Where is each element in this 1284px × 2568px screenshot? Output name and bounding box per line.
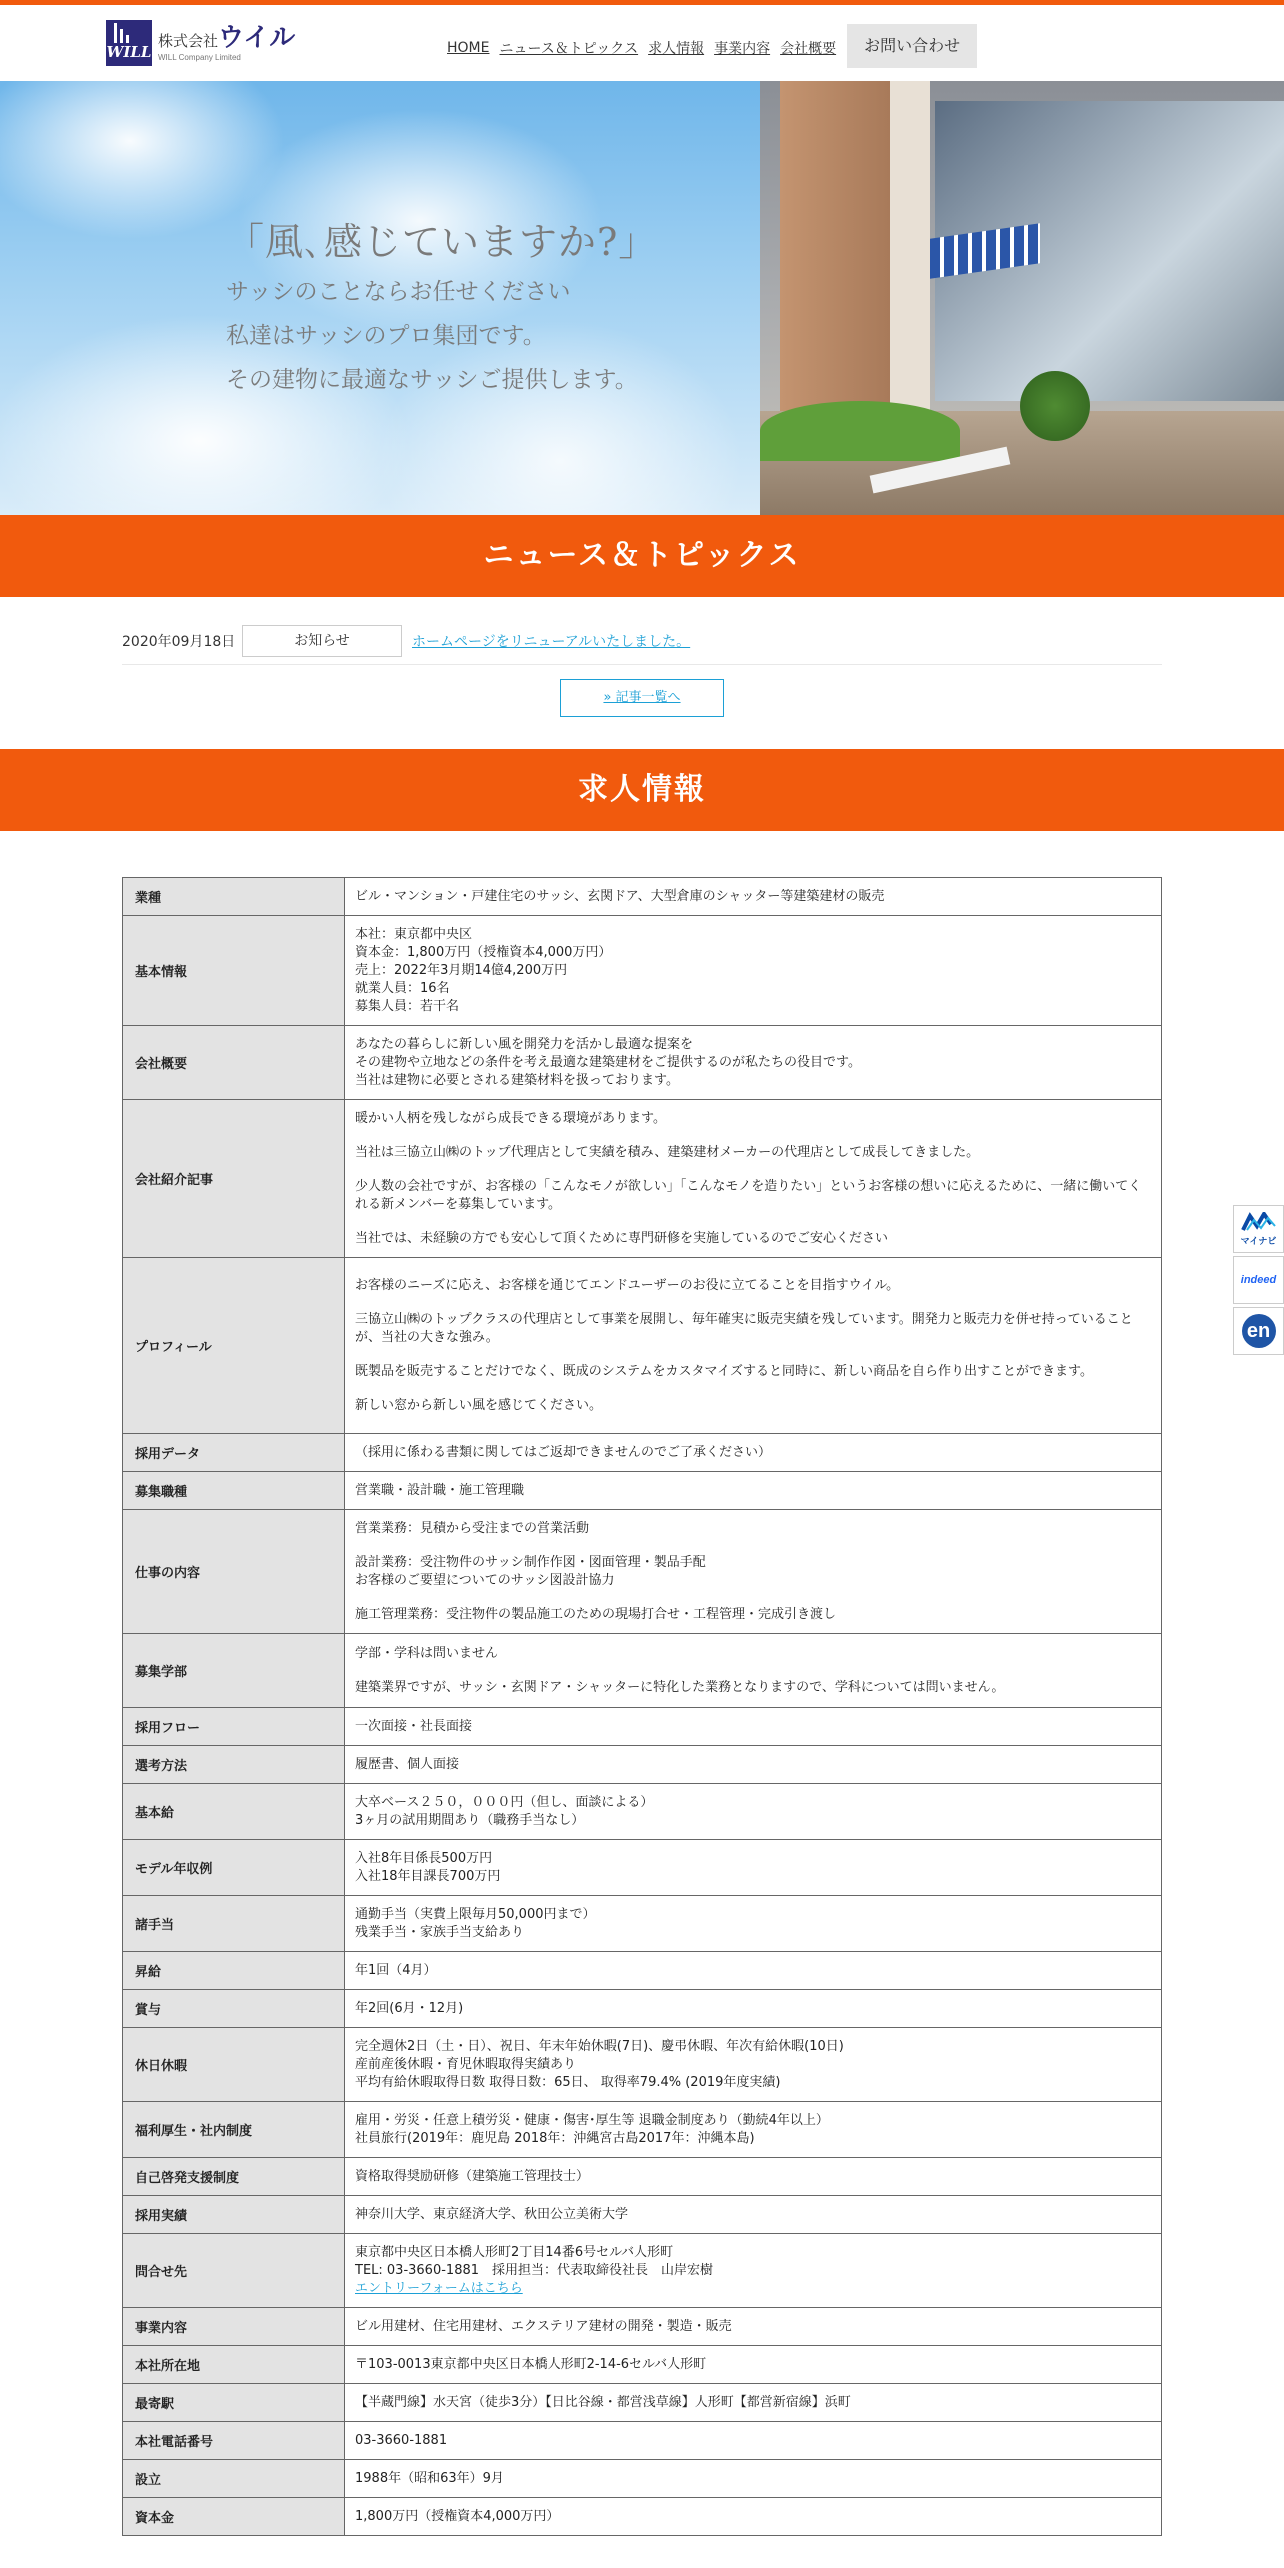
row-label: 資本金 [123, 2498, 345, 2536]
row-value-line: 通勤手当（実費上限毎月50,000円まで） [355, 1906, 596, 1922]
row-value [345, 2158, 1162, 2196]
mynavi-logo-icon [1241, 1212, 1277, 1232]
row-value-paragraph: 設計業務：受注物件のサッシ制作作図・図面管理・製品手配 お客様のご要望についてのサッシ図設計協力 [355, 1554, 706, 1588]
table-row [123, 2346, 1162, 2384]
table-row [123, 1952, 1162, 1990]
row-value-line: 募集人員：若干名 [355, 998, 460, 1014]
row-value-paragraph: 既製品を販売することだけでなく、既成のシステムをカスタマイズすると同時に、新しい商品を自ら作り出すことができます。 [355, 1363, 1094, 1379]
table-row [123, 2028, 1162, 2102]
row-label: 賞与 [123, 1990, 345, 2028]
row-value-line: 年1回（4月） [355, 1962, 437, 1978]
nav-news[interactable]: ニュース＆トピックス [499, 41, 639, 57]
row-value-line: 一次面接・社長面接 [355, 1718, 473, 1734]
row-label: 採用データ [123, 1434, 345, 1472]
row-value [345, 1634, 1162, 1708]
row-value [345, 916, 1162, 1026]
row-value-line: その建物や立地などの条件を考え最適な建築建材をご提供するのが私たちの役目です。 [355, 1054, 861, 1070]
row-value [345, 1510, 1162, 1634]
recruit-table-wrap [122, 877, 1162, 2536]
news-heading: ニュース＆トピックス [0, 515, 1284, 597]
table-row [123, 1472, 1162, 1510]
row-value [345, 2028, 1162, 2102]
row-value-line: ビル用建材、住宅用建材、エクステリア建材の開発・製造・販売 [355, 2318, 732, 2334]
row-value-line: 完全週休2日（土・日）、祝日、年末年始休暇(7日)、慶弔休暇、年次有給休暇(10日) [355, 2038, 844, 2054]
row-value-line: 履歴書、個人面接 [355, 1756, 460, 1772]
table-row [123, 1434, 1162, 1472]
row-label: 事業内容 [123, 2308, 345, 2346]
row-value-line: 入社18年目課長700万円 [355, 1868, 501, 1884]
row-label: 会社概要 [123, 1026, 345, 1100]
hero-line: サッシのことならお任せください [226, 279, 571, 305]
row-value-line: 1,800万円（授権資本4,000万円） [355, 2508, 560, 2524]
row-value-line: 3ヶ月の試用期間あり（職務手当なし） [355, 1812, 585, 1828]
table-row [123, 1026, 1162, 1100]
row-label: 募集職種 [123, 1472, 345, 1510]
row-label: 募集学部 [123, 1634, 345, 1708]
row-label: 問合せ先 [123, 2234, 345, 2308]
row-label: 仕事の内容 [123, 1510, 345, 1634]
row-label: プロフィール [123, 1258, 345, 1434]
row-value-line: 【半蔵門線】水天宮（徒歩3分）【日比谷線・都営浅草線】人形町【都営新宿線】浜町 [355, 2394, 851, 2410]
row-value-line: 就業人員：16名 [355, 980, 450, 996]
row-value [345, 2498, 1162, 2536]
row-value-paragraph: 新しい窓から新しい風を感じてください。 [355, 1397, 603, 1413]
table-row [123, 2422, 1162, 2460]
row-value [345, 2308, 1162, 2346]
table-row [123, 1510, 1162, 1634]
row-value-line: 雇用・労災・任意上積労災・健康・傷害･厚生等 退職金制度あり（勤続4年以上） [355, 2112, 829, 2128]
news-section [0, 597, 1284, 749]
row-value-paragraph: 当社は三協立山㈱のトップ代理店として実績を積み、建築建材メーカーの代理店として成長してきました。 [355, 1144, 980, 1160]
row-label: 本社電話番号 [123, 2422, 345, 2460]
row-value-line: 1988年（昭和63年）9月 [355, 2470, 504, 2486]
row-value-line: 残業手当・家族手当支給あり [355, 1924, 525, 1940]
row-value [345, 1026, 1162, 1100]
row-value-line: ビル・マンション・戸建住宅のサッシ、玄関ドア、大型倉庫のシャッター等建築建材の販売 [355, 888, 885, 904]
table-row [123, 2102, 1162, 2158]
row-value-paragraph: 少人数の会社ですが、お客様の「こんなモノが欲しい」「こんなモノを造りたい」というお客様の想いに応えるために、一緒に働いてくれる新メンバーを募集しています。 [355, 1178, 1142, 1212]
row-value [345, 1746, 1162, 1784]
row-label: 福利厚生・社内制度 [123, 2102, 345, 2158]
row-label: モデル年収例 [123, 1840, 345, 1896]
row-value-line: 〒103-0013東京都中央区日本橋人形町2-14-6セルバ人形町 [355, 2356, 707, 2372]
table-row [123, 1100, 1162, 1258]
en-logo-icon: en [1242, 1314, 1276, 1348]
row-value-paragraph: 建築業界ですが、サッシ・玄関ドア・シャッターに特化した業務となりますので、学科については問いません。 [355, 1679, 1005, 1695]
row-value-paragraph: 施工管理業務：受注物件の製品施工のための現場打合せ・工程管理・完成引き渡し [355, 1606, 837, 1622]
table-row [123, 1840, 1162, 1896]
row-value [345, 1434, 1162, 1472]
row-value [345, 2346, 1162, 2384]
row-value [345, 1472, 1162, 1510]
hero-line: 私達はサッシのプロ集団です。 [226, 323, 546, 349]
row-value-line: 大卒ベース２５０，０００円（但し、面談による） [355, 1794, 654, 1810]
row-value-line: 入社8年目係長500万円 [355, 1850, 493, 1866]
contact-button[interactable]: お問い合わせ [847, 24, 977, 68]
table-row [123, 2196, 1162, 2234]
row-value-line: 本社：東京都中央区 [355, 926, 473, 942]
row-label: 昇給 [123, 1952, 345, 1990]
row-value-line: 03-3660-1881 [355, 2432, 448, 2448]
row-label: 諸手当 [123, 1896, 345, 1952]
nav-recruit[interactable]: 求人情報 [648, 41, 705, 57]
table-row [123, 1990, 1162, 2028]
row-value-paragraph: お客様のニーズに応え、お客様を通じてエンドユーザーのお役に立てることを目指すウイル。 [355, 1277, 900, 1293]
table-row [123, 1634, 1162, 1708]
nav-company[interactable]: 会社概要 [780, 41, 837, 57]
row-label: 本社所在地 [123, 2346, 345, 2384]
row-label: 会社紹介記事 [123, 1100, 345, 1258]
recruit-table [122, 877, 1162, 2536]
row-value-paragraph: 暖かい人柄を残しながら成長できる環境があります。 [355, 1110, 666, 1126]
hero-line: その建物に最適なサッシご提供します。 [226, 367, 638, 393]
table-row [123, 878, 1162, 916]
will-logo-icon: WILL [106, 20, 152, 66]
row-value-paragraph: 当社では、未経験の方でも安心して頂くために専門研修を実施しているのでご安心ください [355, 1230, 889, 1246]
row-label: 休日休暇 [123, 2028, 345, 2102]
hero-building-image [760, 81, 1284, 515]
row-value [345, 1784, 1162, 1840]
row-value [345, 1258, 1162, 1434]
row-value-line: 社員旅行(2019年：鹿児島 2018年：沖縄宮古島2017年：沖縄本島) [355, 2130, 755, 2146]
row-value [345, 1100, 1162, 1258]
table-row [123, 2234, 1162, 2308]
side-banners [1233, 1205, 1284, 1358]
news-title-link[interactable]: ホームページをリニューアルいたしました。 [412, 634, 691, 650]
row-value-line: 東京都中央区日本橋人形町2丁目14番6号セルバ人形町 [355, 2244, 674, 2260]
row-value [345, 2234, 1162, 2308]
row-value [345, 1990, 1162, 2028]
global-nav [447, 24, 977, 68]
row-value-line: 当社は建物に必要とされる建築材料を扱っております。 [355, 1072, 679, 1088]
site-header [0, 5, 1284, 81]
table-row [123, 1708, 1162, 1746]
row-value-paragraph: 三協立山㈱のトップクラスの代理店として事業を展開し、毎年確実に販売実績を残しています。開発力と販売力を併せ持っていることが、当社の大きな強み。 [355, 1311, 1133, 1345]
row-value-line: 資本金：1,800万円（授権資本4,000万円） [355, 944, 612, 960]
news-date: 2020年09月18日 [122, 634, 236, 650]
site-logo[interactable] [106, 20, 295, 66]
row-label: 採用実績 [123, 2196, 345, 2234]
row-value [345, 2460, 1162, 2498]
nav-home[interactable]: HOME [447, 40, 490, 56]
row-value-line: 産前産後休暇・育児休暇取得実績あり [355, 2056, 577, 2072]
row-value [345, 1952, 1162, 1990]
row-value-line: 資格取得奨励研修（建築施工管理技士） [355, 2168, 590, 2184]
table-row [123, 2460, 1162, 2498]
indeed-logo: indeed [1240, 1274, 1277, 1286]
row-value [345, 2196, 1162, 2234]
row-value-line: TEL: 03-3660-1881 採用担当：代表取締役社長 山岸宏樹 [355, 2262, 714, 2278]
row-label: 最寄駅 [123, 2384, 345, 2422]
row-value-paragraph: 学部・学科は問いません [355, 1645, 499, 1661]
table-row [123, 2498, 1162, 2536]
row-label: 採用フロー [123, 1708, 345, 1746]
row-value [345, 2384, 1162, 2422]
table-row [123, 916, 1162, 1026]
news-category-badge: お知らせ [242, 625, 402, 657]
row-label: 業種 [123, 878, 345, 916]
recruit-heading: 求人情報 [0, 749, 1284, 831]
hero-banner [0, 81, 1284, 515]
table-row [123, 1258, 1162, 1434]
table-row [123, 1896, 1162, 1952]
nav-business[interactable]: 事業内容 [714, 41, 771, 57]
row-value-paragraph: 営業業務：見積から受注までの営業活動 [355, 1520, 590, 1536]
mynavi-banner[interactable]: マイナビ [1233, 1205, 1284, 1253]
row-value [345, 1708, 1162, 1746]
en-banner[interactable] [1233, 1307, 1284, 1355]
indeed-banner[interactable] [1233, 1256, 1284, 1304]
table-row [123, 2158, 1162, 2196]
company-name-en: WILL Company Limited [158, 52, 241, 62]
row-value-line: 売上：2022年3月期14億4,200万円 [355, 962, 568, 978]
row-value [345, 2102, 1162, 2158]
row-label: 基本給 [123, 1784, 345, 1840]
row-value-line: あなたの暮らしに新しい風を開発力を活かし最適な提案を [355, 1036, 694, 1052]
row-label: 基本情報 [123, 916, 345, 1026]
row-value [345, 1896, 1162, 1952]
row-value-line: 平均有給休暇取得日数 取得日数：65日、 取得率79.4% (2019年度実績) [355, 2074, 781, 2090]
hero-title: 「風､感じていますか?」 [226, 220, 658, 264]
row-label: 設立 [123, 2460, 345, 2498]
row-value-line: 年2回(6月・12月) [355, 2000, 464, 2016]
news-item [122, 625, 1162, 665]
row-label: 選考方法 [123, 1746, 345, 1784]
company-name: 株式会社ウイル [158, 22, 296, 53]
table-row [123, 1784, 1162, 1840]
news-archive-button[interactable]: » 記事一覧へ [560, 679, 724, 717]
table-row [123, 2384, 1162, 2422]
row-value [345, 2422, 1162, 2460]
row-value-line: 神奈川大学、東京経済大学、秋田公立美術大学 [355, 2206, 629, 2222]
table-row [123, 1746, 1162, 1784]
row-value-line: 営業職・設計職・施工管理職 [355, 1482, 525, 1498]
row-value-line: （採用に係わる書類に関してはご返却できませんのでご了承ください） [355, 1444, 772, 1460]
row-value [345, 878, 1162, 916]
table-row [123, 2308, 1162, 2346]
entry-form-link[interactable]: エントリーフォームはこちら [355, 2280, 523, 2296]
row-value [345, 1840, 1162, 1896]
row-label: 自己啓発支援制度 [123, 2158, 345, 2196]
